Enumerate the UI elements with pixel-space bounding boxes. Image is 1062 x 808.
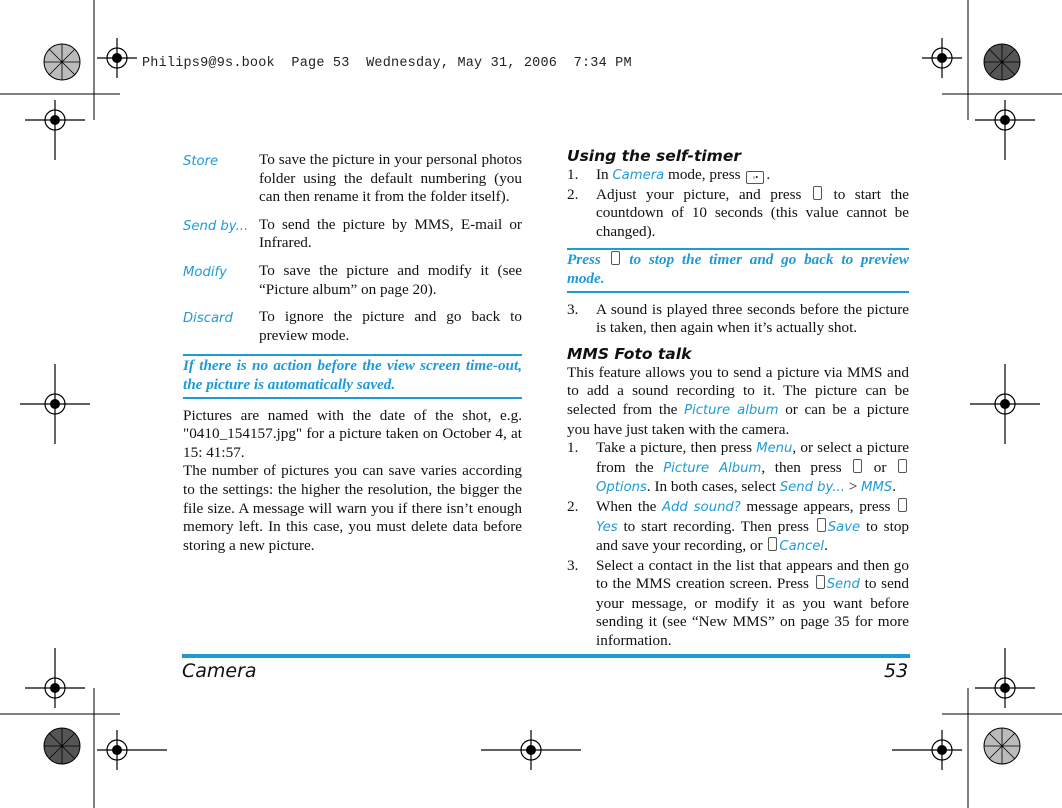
footer-rule xyxy=(182,654,910,658)
softkey-icon xyxy=(816,575,825,589)
naming-paragraph: Pictures are named with the date of the shot, e.g. "0410_154157.jpg" for a picture taken on October 4, at 15: 41:57. xyxy=(183,406,522,461)
def-term: Send by... xyxy=(183,218,249,234)
list-item: 3. A sound is played three seconds before the picture is taken, then again when it’s actually shot. xyxy=(567,300,909,337)
list-item: 1. In Camera mode, press ◦• . xyxy=(567,166,771,183)
def-row-modify xyxy=(183,262,522,299)
print-header-stamp: Philips9@9s.book Page 53 Wednesday, May 31, 2006 7:34 PM xyxy=(142,56,632,71)
back-key-icon xyxy=(611,251,620,265)
softkey-icon xyxy=(768,537,777,551)
list-item: 2. Adjust your picture, and press to start the countdown of 10 seconds (this value cannot be changed). xyxy=(567,185,909,240)
self-timer-steps xyxy=(567,166,909,241)
def-desc: To save the picture in your personal photos folder using the default numbering (you can then rename it from the folder itself). xyxy=(259,151,522,206)
softkey-icon xyxy=(898,498,907,512)
def-row-store xyxy=(183,151,522,207)
def-term: Modify xyxy=(183,264,227,280)
def-desc: To ignore the picture and go back to preview mode. xyxy=(259,308,522,344)
footer-section-title: Camera xyxy=(182,660,257,682)
stop-timer-note: Press to stop the timer and go back to preview mode. xyxy=(567,248,909,292)
def-desc: To send the picture by MMS, E-mail or Infrared. xyxy=(259,215,522,252)
def-term: Store xyxy=(183,154,219,169)
ok-key-icon xyxy=(853,459,862,473)
list-item: 3. Select a contact in the list that appears and then go to the MMS creation screen. Press Send to send your message, or modify it as you want before sending it (see “New MMS” on page 35 for more information. xyxy=(567,556,909,650)
mms-intro: This feature allows you to send a picture via MMS and to add a sound recording to it. The picture can be selected from the Picture album or can be a picture you have just taken with the camera. xyxy=(567,363,910,438)
left-column xyxy=(183,151,522,555)
def-row-send-by xyxy=(183,216,522,253)
timer-key-icon: ◦• xyxy=(746,171,764,184)
def-desc: To save the picture and modify it (see “Picture album” on page 20). xyxy=(259,261,522,298)
camera-keyword: Camera xyxy=(612,168,665,183)
list-item: 1. Take a picture, then press Menu, or select a picture from the Picture Album, then press or Options. In both cases, select Send by... > MMS. xyxy=(567,439,909,496)
timeout-note: If there is no action before the view screen time-out, the picture is automatically saved. xyxy=(183,354,522,398)
mms-heading: MMS Foto talk xyxy=(567,344,692,363)
mms-steps xyxy=(567,439,909,651)
memory-paragraph: The number of pictures you can save varies according to the settings: the higher the resolution, the bigger the file size. A message will warn you if there isn’t enough memory left. In this case, you must delete data before storing a new picture. xyxy=(183,462,522,554)
def-term: Discard xyxy=(183,311,233,327)
def-row-discard xyxy=(183,308,522,345)
softkey-icon xyxy=(817,518,826,532)
softkey-icon xyxy=(898,459,907,473)
list-item: 2. When the Add sound? message appears, press Yes to start recording. Then press Save to stop and save your recording, or Cancel. xyxy=(567,497,910,555)
right-column xyxy=(567,146,909,651)
page-number: 53 xyxy=(884,660,909,682)
ok-key-icon xyxy=(813,186,822,200)
self-timer-heading: Using the self-timer xyxy=(567,147,741,165)
